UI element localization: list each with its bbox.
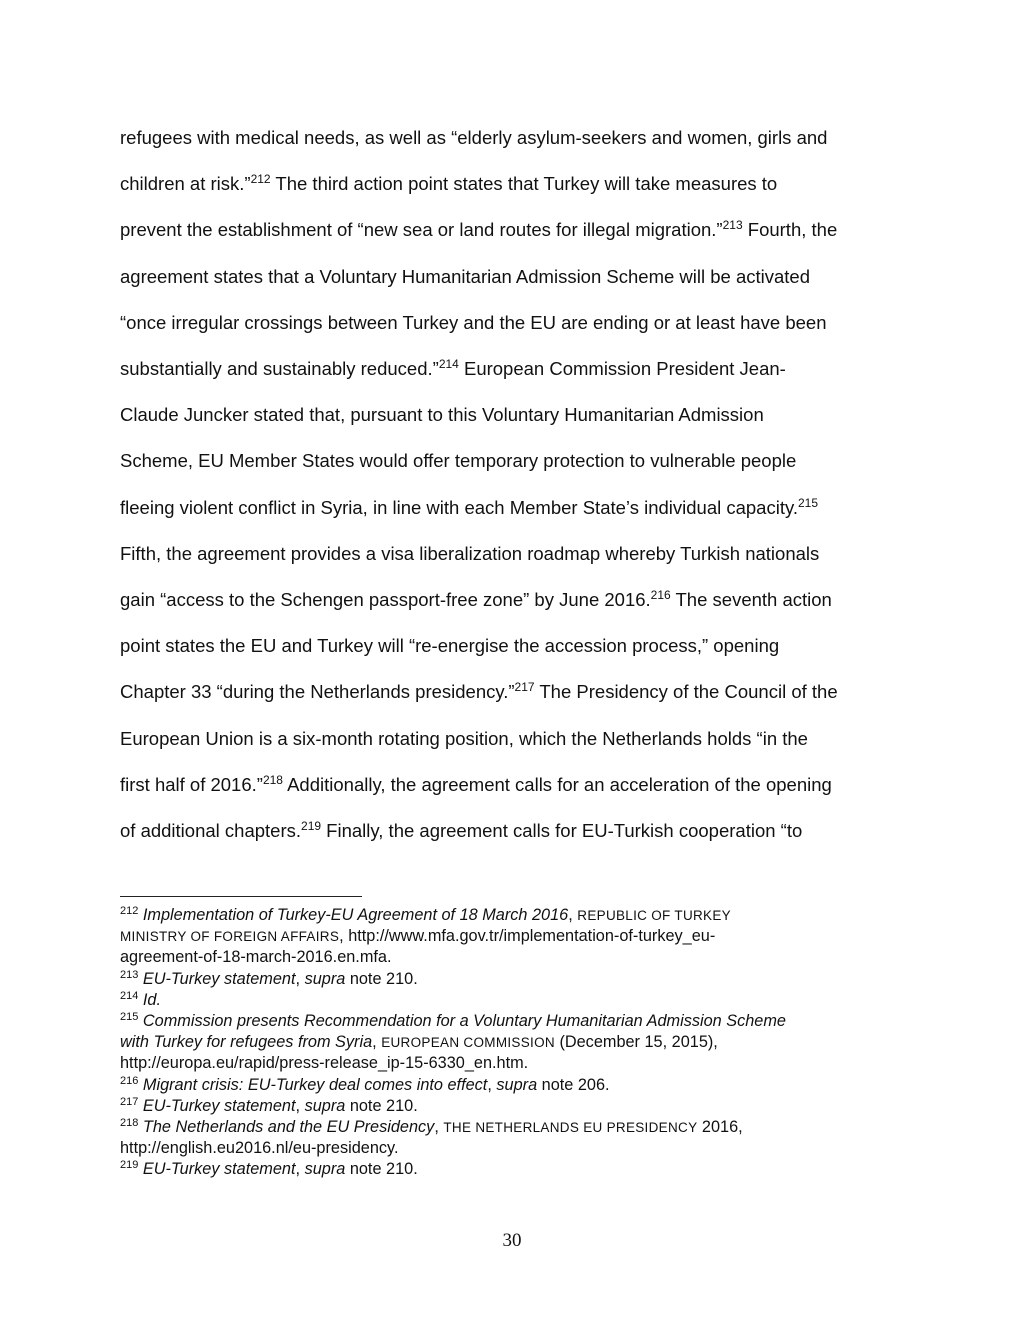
footnote-219: $^{219}$ EU-Turkey statement, supra note 210. <box>120 1159 418 1179</box>
body-line: Claude Juncker stated that, pursuant to this Voluntary Humanitarian Admission <box>120 404 764 426</box>
footnote-source: REPUBLIC OF TURKEY <box>577 908 731 923</box>
footnotes <box>120 905 910 1181</box>
footnote-ref[interactable]: 212 <box>250 172 271 187</box>
page-number: 30 <box>502 1230 522 1251</box>
footnote-212: $^{212}$ Implementation of Turkey-EU Agreement of 18 March 2016, REPUBLIC OF TURKEY <box>120 905 731 924</box>
footnote-213: $^{213}$ EU-Turkey statement, supra note 210. <box>120 968 418 988</box>
footnote-source: THE NETHERLANDS EU PRESIDENCY <box>443 1120 698 1136</box>
footnote-215-cont: with Turkey for refugees from Syria, EUROPEAN COMMISSION (December 15, 2015), <box>120 1033 718 1052</box>
footnote-source: EUROPEAN COMMISSION <box>381 1035 555 1051</box>
footnote-214 <box>120 990 910 1011</box>
footnote-number: 215 <box>120 1011 139 1024</box>
body-line: fleeing violent conflict in Syria, in line with each Member State’s individual capacity.$^{215}$ <box>120 495 819 518</box>
body-line: European Union is a six-month rotating position, which the Netherlands holds “in the <box>120 727 808 749</box>
footnote-source: MINISTRY OF FOREIGN AFFAIRS <box>120 929 340 945</box>
footnote-title: Id. <box>142 990 161 1009</box>
body-line: prevent the establishment of “new sea or land routes for illegal migration.”$^{213}$ Fourth, the <box>120 218 838 241</box>
footnote-ref[interactable]: 214 <box>438 357 459 372</box>
footnote-215-cont <box>120 1053 910 1074</box>
body-line: children at risk.”$^{212}$ The third action point states that Turkey will take measures to <box>120 172 778 195</box>
footnote-number: 219 <box>120 1159 139 1172</box>
footnote-title: EU-Turkey statement <box>142 1096 296 1115</box>
footnote-ref[interactable]: 213 <box>722 218 743 233</box>
footnote-number: 213 <box>120 968 139 981</box>
footnote-217: $^{217}$ EU-Turkey statement, supra note 210. <box>120 1095 418 1115</box>
body-text <box>120 115 910 854</box>
footnote-number: 212 <box>120 905 139 917</box>
body-line: gain “access to the Schengen passport-free zone” by June 2016.$^{216}$ The seventh action <box>120 588 832 611</box>
footnote-ref[interactable]: 215 <box>798 495 819 510</box>
footnote-number: 216 <box>120 1074 139 1087</box>
body-line: substantially and sustainably reduced.”$^{214}$ European Commission President Jean- <box>120 357 786 380</box>
footnote-212-cont <box>120 926 910 947</box>
footnote-ref[interactable]: 216 <box>650 588 671 603</box>
footnote-url[interactable]: agreement-of-18-march-2016.en.mfa. <box>120 948 392 967</box>
footnote-218-cont <box>120 1138 910 1159</box>
footnote-215 <box>120 1011 910 1032</box>
footnote-ref[interactable]: 218 <box>262 772 283 787</box>
footnote-number: 214 <box>120 989 139 1002</box>
footnote-separator <box>120 896 362 897</box>
footnote-title: Implementation of Turkey-EU Agreement of 18 March 2016 <box>142 906 569 924</box>
footnote-number: 217 <box>120 1095 139 1108</box>
body-line: first half of 2016.”$^{218}$ Additionally, the agreement calls for an acceleration of the opening <box>120 772 832 795</box>
footnote-number: 218 <box>120 1117 139 1130</box>
body-line: Fifth, the agreement provides a visa liberalization roadmap whereby Turkish nationals <box>120 542 820 564</box>
footnote-ref[interactable]: 217 <box>514 680 535 695</box>
footnote-title: EU-Turkey statement <box>142 1160 296 1179</box>
body-line: refugees with medical needs, as well as “elderly asylum-seekers and women, girls and <box>120 127 828 148</box>
body-line: of additional chapters.$^{219}$ Finally, the agreement calls for EU-Turkish cooperation “to <box>120 819 803 842</box>
body-line: Chapter 33 “during the Netherlands presidency.”$^{217}$ The Presidency of the Council of the <box>120 680 838 703</box>
footnote-212-cont <box>120 947 910 968</box>
footnote-title: Migrant crisis: EU-Turkey deal comes into effect <box>142 1075 488 1094</box>
footnote-title: The Netherlands and the EU Presidency <box>142 1118 435 1137</box>
footnote-218: $^{218}$ The Netherlands and the EU Presidency, THE NETHERLANDS EU PRESIDENCY 2016, <box>120 1117 743 1137</box>
footnote-url[interactable]: http://europa.eu/rapid/press-release_ip-15-6330_en.htm. <box>120 1054 529 1073</box>
body-line: “once irregular crossings between Turkey and the EU are ending or at least have been <box>120 311 827 333</box>
footnote-title: EU-Turkey statement <box>142 969 296 988</box>
body-line: Scheme, EU Member States would offer temporary protection to vulnerable people <box>120 450 797 472</box>
footnote-ref[interactable]: 219 <box>301 819 322 834</box>
footnote-title: with Turkey for refugees from Syria <box>120 1033 373 1052</box>
body-line: agreement states that a Voluntary Humanitarian Admission Scheme will be activated <box>120 265 811 287</box>
footnote-url[interactable]: , http://www.mfa.gov.tr/implementation-of-turkey_eu- <box>339 927 716 946</box>
footnote-216: $^{216}$ Migrant crisis: EU-Turkey deal comes into effect, supra note 206. <box>120 1074 610 1094</box>
body-line: point states the EU and Turkey will “re-energise the accession process,” opening <box>120 635 780 657</box>
footnote-title: Commission presents Recommendation for a Voluntary Humanitarian Admission Scheme <box>142 1012 786 1031</box>
footnote-url[interactable]: http://english.eu2016.nl/eu-presidency. <box>120 1139 399 1158</box>
